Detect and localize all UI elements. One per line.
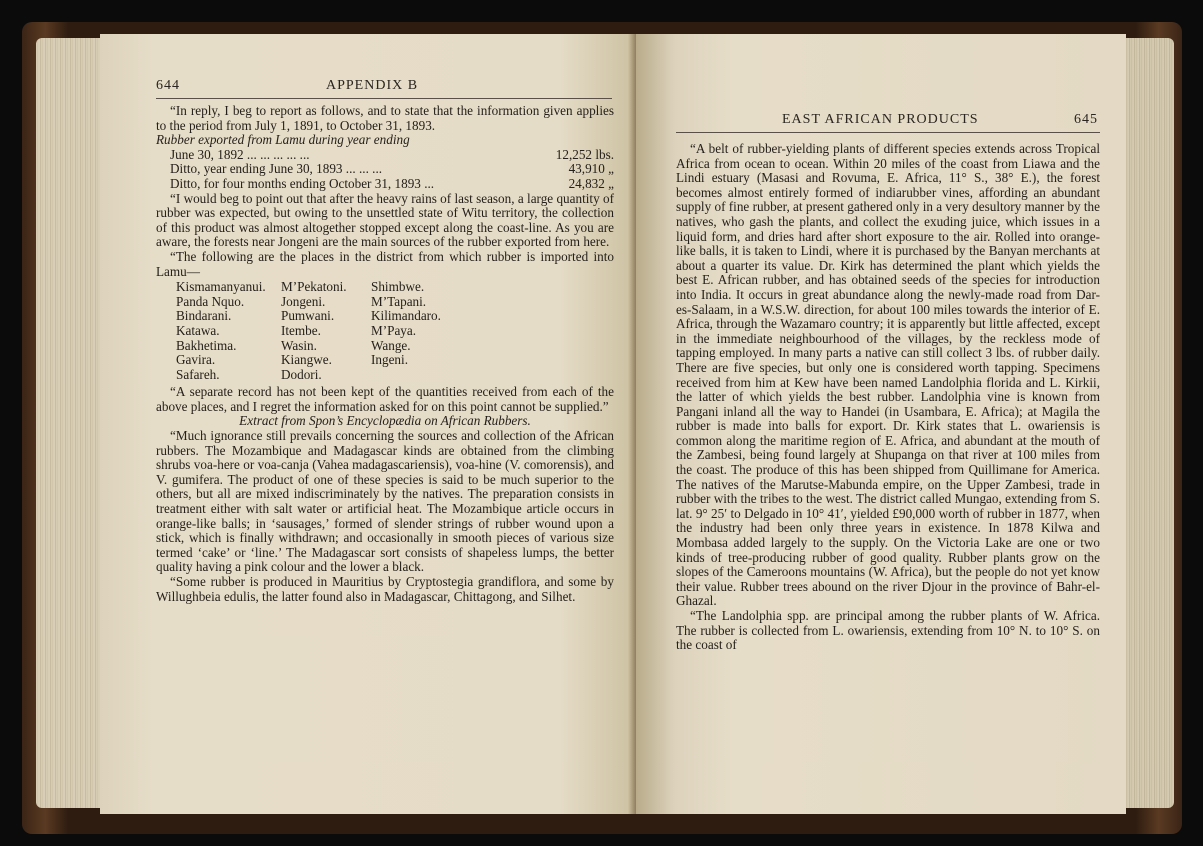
- place-name: Wange.: [371, 337, 411, 353]
- paragraph-landolphia: “The Landolphia spp. are principal among the rubber plants of W. Africa. The rubber is collected from L. owariensis, extending from 10° N. to 10° S. on the coast of: [676, 608, 1100, 653]
- place-name: Itembe.: [281, 322, 321, 338]
- page-number: 644: [156, 78, 180, 93]
- exports-desc: June 30, 1892 ... ... ... ... ...: [170, 146, 310, 162]
- place-name: M’Paya.: [371, 322, 417, 338]
- head-rule: [676, 132, 1100, 133]
- places-list: [156, 280, 614, 382]
- place-name: Jongeni.: [281, 293, 326, 309]
- place-name: Shimbwe.: [371, 279, 425, 295]
- place-name: Kismamanyanui.: [176, 279, 266, 295]
- exports-amount: 24,832 „: [568, 175, 614, 191]
- exports-row: [156, 162, 614, 177]
- exports-row: [156, 148, 614, 163]
- page-number: 645: [1074, 112, 1098, 127]
- left-body: [156, 104, 614, 604]
- place-name: [371, 368, 461, 383]
- left-page: [100, 34, 640, 814]
- place-name: M’Pekatoni.: [281, 279, 347, 295]
- running-head: APPENDIX B: [326, 78, 419, 93]
- place-name: M’Tapani.: [371, 293, 427, 309]
- paragraph-belt: “A belt of rubber-yielding plants of different species extends across Tropical Africa from ocean to ocean. Within 20 miles of the coast from Liawa and the Lindi estuary (Masasi and Rovuma, E. Africa, 11° S., 38° E.), the forest becomes almost entirely formed of indiarubber vines, affording an abundant supply of fine rubber, at present gathered only in a very desultory manner by the natives, who gash the plants, and collect the exuding juice, which issues in a liquid form, and dries hard after short exposure to the air. Rolled into orange-like balls, it is taken to Lindi, where it is purchased by the Banyan merchants at about a quarter its value. Dr. Kirk has determined the plant which yields the best E. African rubber, and has obtained seeds of the species for introduction into India. It occurs in great abundance along the newly-made road from Dar-es-Salaam, in a W.S.W. direction, for about 100 miles towards the interior of E. Africa, through the Wazamaro country; it is apparently but little affected, except in the immediate neighbourhood of the villages, by the reckless mode of tapping employed. In many parts a native can still collect 3 lbs. of rubber daily. There are five species, but only one is considered worth tapping. Specimens received from him at Kew have been named Landolphia florida and L. Kirkii, the latter of which yields the best rubber. Landolphia vine is known from Pangani inland all the way to Handei (in Usambara, E. Africa); at Magila the rubber is made into balls for export. Dr. Kirk states that L. owariensis is common along the maritime region of E. Africa, and abundant at the mouth of the Zambesi, being found largely at Shupanga on that river at 100 miles from the coast. The produce of this has been shipped from Quillimane for America. The natives of the Marutse-Mabunda empire, on the Upper Zambesi, trade in rubber with the tribes to the west. The district called Mungao, extending from S. lat. 9° 25′ to Delgado in 10° 41′, yielded £90,000 worth of rubber in 1877, when the industry had been only three years in existence. In 1878 Kilwa and Mombasa added largely to the supply. On the Victoria Lake are one or two kinds of tree-producing rubber of good quality. Rubber plants grow on the slopes of the Cameroons mountains (W. Africa), but the people do not yet know their value. Rubber trees abound on the river Djour in the province of Bahr-el-Ghazal.: [676, 141, 1100, 609]
- paragraph-places: “The following are the places in the district from which rubber is imported into Lamu—: [156, 248, 614, 279]
- place-name: Kilimandaro.: [371, 308, 441, 324]
- paragraph-mauritius: “Some rubber is produced in Mauritius by Cryptostegia grandiflora, and some by Willughbeia edulis, the latter found also in Madagascar, Chittagong, and Silhet.: [156, 574, 614, 604]
- place-name: Kiangwe.: [281, 352, 332, 368]
- extract-heading: Extract from Spon’s Encyclopædia on African Rubbers.: [239, 413, 531, 429]
- page-edges-left: [36, 38, 106, 808]
- exports-desc: Ditto, year ending June 30, 1893 ... ... ...: [170, 161, 383, 177]
- place-name: Panda Nquo.: [176, 293, 245, 309]
- place-name: Bakhetima.: [176, 337, 237, 353]
- exports-amount: 12,252 lbs.: [555, 146, 614, 162]
- running-head: EAST AFRICAN PRODUCTS: [782, 112, 979, 127]
- page-edges-right: [1120, 38, 1174, 808]
- paragraph-reply: “In reply, I beg to report as follows, and to state that the information given applies to the period from July 1, 1891, to October 31, 1893.: [156, 103, 614, 133]
- exports-amount: 43,910 „: [568, 161, 614, 177]
- place-name: Wasin.: [281, 337, 317, 353]
- paragraph-separate: “A separate record has not been kept of the quantities received from each of the above places, and I regret the information asked for on this point cannot be supplied.”: [156, 384, 614, 414]
- exports-table: [156, 148, 614, 192]
- paragraph-ignorance: “Much ignorance still prevails concerning the sources and collection of the African rubbers. The Mozambique and Madagascar kinds are obtained from the climbing shrubs voa-here or voa-canja (Vahea madagascariensis), voa-hine (V. comorensis), and V. gumifera. The product of one of these species is said to be much superior to the others, but all are mixed indiscriminately by the natives. The preparation consists in treatment either with salt water or artificial heat. The Mozambique article occurs in orange-like balls; in ‘sausages,’ formed of slender strings of rubber wound upon a stick, which is finally withdrawn; and occasionally in smooth pieces of various size termed ‘cake’ or ‘line.’ The Madagascar sort consists of shapeless lumps, the better quality having a pink colour and the lower a black.: [156, 428, 614, 575]
- place-name: Dodori.: [281, 366, 322, 382]
- place-name: Safareh.: [176, 366, 220, 382]
- exports-desc: Ditto, for four months ending October 31, 1893 ...: [170, 175, 435, 191]
- place-name: Katawa.: [176, 322, 220, 338]
- exports-row: [156, 177, 614, 192]
- place-name: Bindarani.: [176, 308, 232, 324]
- right-page: [636, 34, 1126, 814]
- head-rule: [156, 98, 612, 99]
- right-body: [676, 142, 1100, 653]
- place-name: Gavira.: [176, 352, 216, 368]
- exports-heading: Rubber exported from Lamu during year ending: [156, 132, 410, 148]
- place-name: Pumwani.: [281, 308, 335, 324]
- place-name: Ingeni.: [371, 352, 408, 368]
- paragraph-rains: “I would beg to point out that after the heavy rains of last season, a large quantity of rubber was expected, but owing to the unsettled state of Witu territory, the collection of this product was almost altogether stopped except along the coast-line. As you are aware, the forests near Jongeni are the main sources of the rubber exported from here.: [156, 190, 614, 250]
